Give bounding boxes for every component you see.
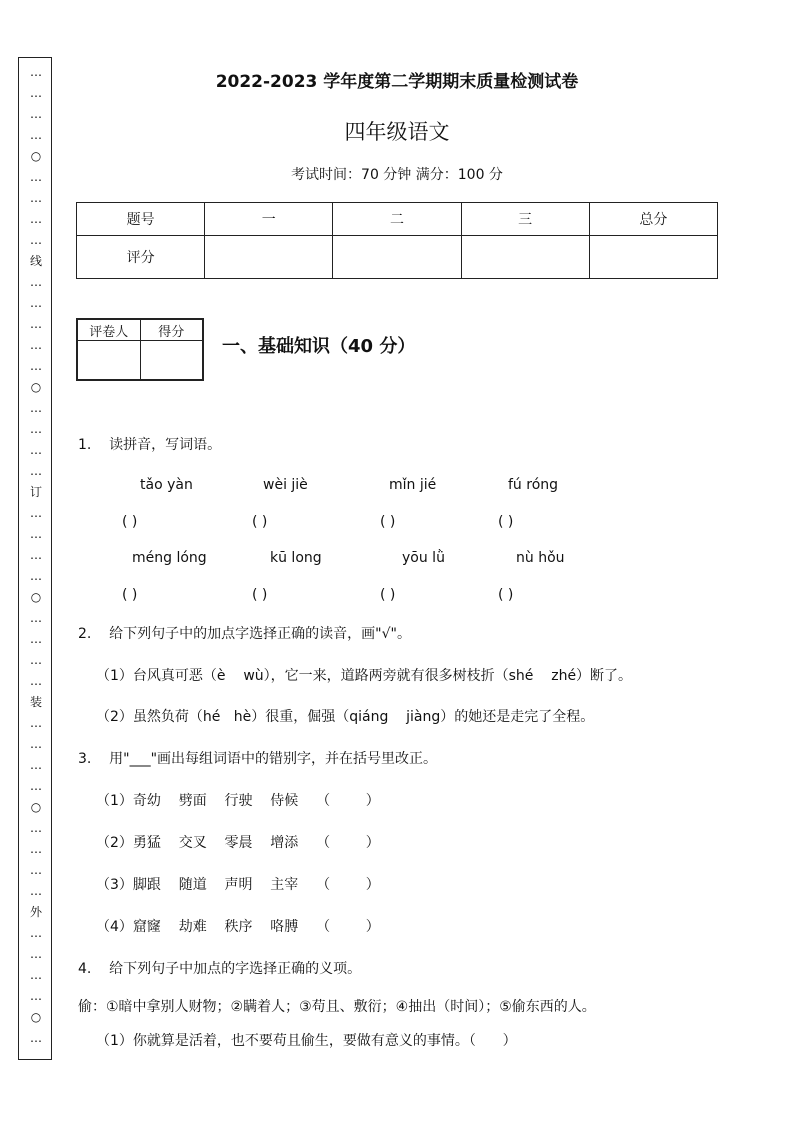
binding-dots: …: [30, 191, 42, 205]
question-item: （2）勇猛 交叉 零晨 增添 （ ）: [96, 835, 380, 851]
binding-dots: …: [30, 674, 42, 688]
binding-dots: …: [30, 548, 42, 562]
answer-blank[interactable]: ( ): [498, 514, 514, 530]
answer-blank[interactable]: ( ): [122, 587, 138, 603]
definition-line: 偷：①暗中拿别人财物；②瞒着人；③苟且、敷衍；④抽出（时间）；⑤偷东西的人。: [78, 999, 596, 1015]
binding-dots: …: [30, 212, 42, 226]
binding-dots: …: [30, 233, 42, 247]
grader-cell[interactable]: [77, 341, 140, 381]
question-prompt: 3. 用"___"画出每组词语中的错别字，并在括号里改正。: [78, 751, 438, 767]
subject-title: 四年级语文: [344, 120, 450, 144]
score-row-label: 评分: [77, 236, 205, 279]
binding-dots: …: [30, 443, 42, 457]
binding-dots: …: [30, 926, 42, 940]
score-cell[interactable]: [333, 236, 461, 279]
binding-dots: …: [30, 632, 42, 646]
binding-dots: …: [30, 884, 42, 898]
grader-header: 评卷人: [77, 319, 140, 341]
question-item: （4）窟窿 劫难 秩序 咯膊 （ ）: [96, 919, 380, 935]
score-table: [76, 202, 718, 279]
binding-dots: …: [30, 359, 42, 373]
binding-dots: …: [30, 758, 42, 772]
binding-label: 装: [29, 695, 42, 709]
grader-table: [76, 318, 204, 381]
binding-dots: …: [30, 653, 42, 667]
binding-dots: …: [30, 128, 42, 142]
binding-dots: …: [30, 611, 42, 625]
binding-dots: …: [30, 170, 42, 184]
binding-circle-mark: ○: [30, 800, 42, 814]
binding-circle-mark: ○: [30, 1010, 42, 1024]
pinyin-label: wèi jiè: [263, 477, 308, 493]
binding-dots: …: [30, 107, 42, 121]
score-header-cell: 总分: [589, 203, 717, 236]
binding-dots: …: [30, 464, 42, 478]
answer-blank[interactable]: ( ): [252, 514, 268, 530]
binding-dots: …: [30, 527, 42, 541]
exam-title: 2022-2023 学年度第二学期期末质量检测试卷: [215, 72, 579, 92]
question-item: （2）虽然负荷（hé hè）很重，倔强（qiáng jiàng）的她还是走完了全程。: [96, 709, 595, 725]
section-title: 一、基础知识（40 分）: [222, 336, 416, 357]
binding-label: 订: [29, 485, 42, 499]
exam-meta: 考试时间：70 分钟 满分：100 分: [291, 167, 503, 183]
points-header: 得分: [140, 319, 203, 341]
binding-dots: …: [30, 275, 42, 289]
binding-dots: …: [30, 989, 42, 1003]
pinyin-label: yōu lǜ: [402, 550, 445, 566]
score-cell[interactable]: [589, 236, 717, 279]
binding-dots: …: [30, 737, 42, 751]
score-header-cell: 一: [205, 203, 333, 236]
question-item: （3）脚跟 随道 声明 主宰 （ ）: [96, 877, 380, 893]
binding-dots: …: [30, 317, 42, 331]
binding-dots: …: [30, 779, 42, 793]
binding-label: 线: [29, 254, 42, 268]
binding-dots: …: [30, 296, 42, 310]
binding-dots: …: [30, 86, 42, 100]
answer-blank[interactable]: ( ): [380, 514, 396, 530]
question-prompt: 2. 给下列句子中的加点字选择正确的读音，画"√"。: [78, 626, 411, 642]
pinyin-label: méng lóng: [132, 550, 207, 566]
question-item: （1）你就算是活着，也不要苟且偷生，要做有意义的事情。（ ）: [96, 1033, 517, 1049]
binding-margin: [18, 57, 52, 1060]
score-cell[interactable]: [205, 236, 333, 279]
binding-dots: …: [30, 1031, 42, 1045]
question-prompt: 4. 给下列句子中加点的字选择正确的义项。: [78, 961, 362, 977]
binding-circle-mark: ○: [30, 590, 42, 604]
question-item: （1）台风真可恶（è wù），它一来，道路两旁就有很多树枝折（shé zhé）断了。: [96, 668, 633, 684]
binding-circle-mark: ○: [30, 149, 42, 163]
score-header-cell: 二: [333, 203, 461, 236]
points-cell[interactable]: [140, 341, 203, 381]
binding-dots: …: [30, 422, 42, 436]
binding-dots: …: [30, 65, 42, 79]
binding-dots: …: [30, 506, 42, 520]
binding-dots: …: [30, 401, 42, 415]
pinyin-label: kū long: [270, 550, 322, 566]
pinyin-label: nù hǒu: [516, 550, 565, 566]
question-item: （1）奇幼 劈面 行驶 侍候 （ ）: [96, 793, 380, 809]
question-prompt: 1. 读拼音，写词语。: [78, 437, 222, 453]
binding-dots: …: [30, 338, 42, 352]
binding-dots: …: [30, 569, 42, 583]
binding-dots: …: [30, 716, 42, 730]
score-cell[interactable]: [461, 236, 589, 279]
score-header-cell: 三: [461, 203, 589, 236]
binding-dots: …: [30, 863, 42, 877]
binding-label: 外: [29, 905, 42, 919]
binding-dots: …: [30, 821, 42, 835]
binding-dots: …: [30, 842, 42, 856]
pinyin-label: fú róng: [508, 477, 559, 493]
answer-blank[interactable]: ( ): [252, 587, 268, 603]
binding-circle-mark: ○: [30, 380, 42, 394]
binding-dots: …: [30, 968, 42, 982]
answer-blank[interactable]: ( ): [122, 514, 138, 530]
score-header-cell: 题号: [77, 203, 205, 236]
pinyin-label: mǐn jié: [389, 477, 437, 493]
answer-blank[interactable]: ( ): [498, 587, 514, 603]
answer-blank[interactable]: ( ): [380, 587, 396, 603]
pinyin-label: tǎo yàn: [140, 477, 193, 493]
binding-dots: …: [30, 947, 42, 961]
